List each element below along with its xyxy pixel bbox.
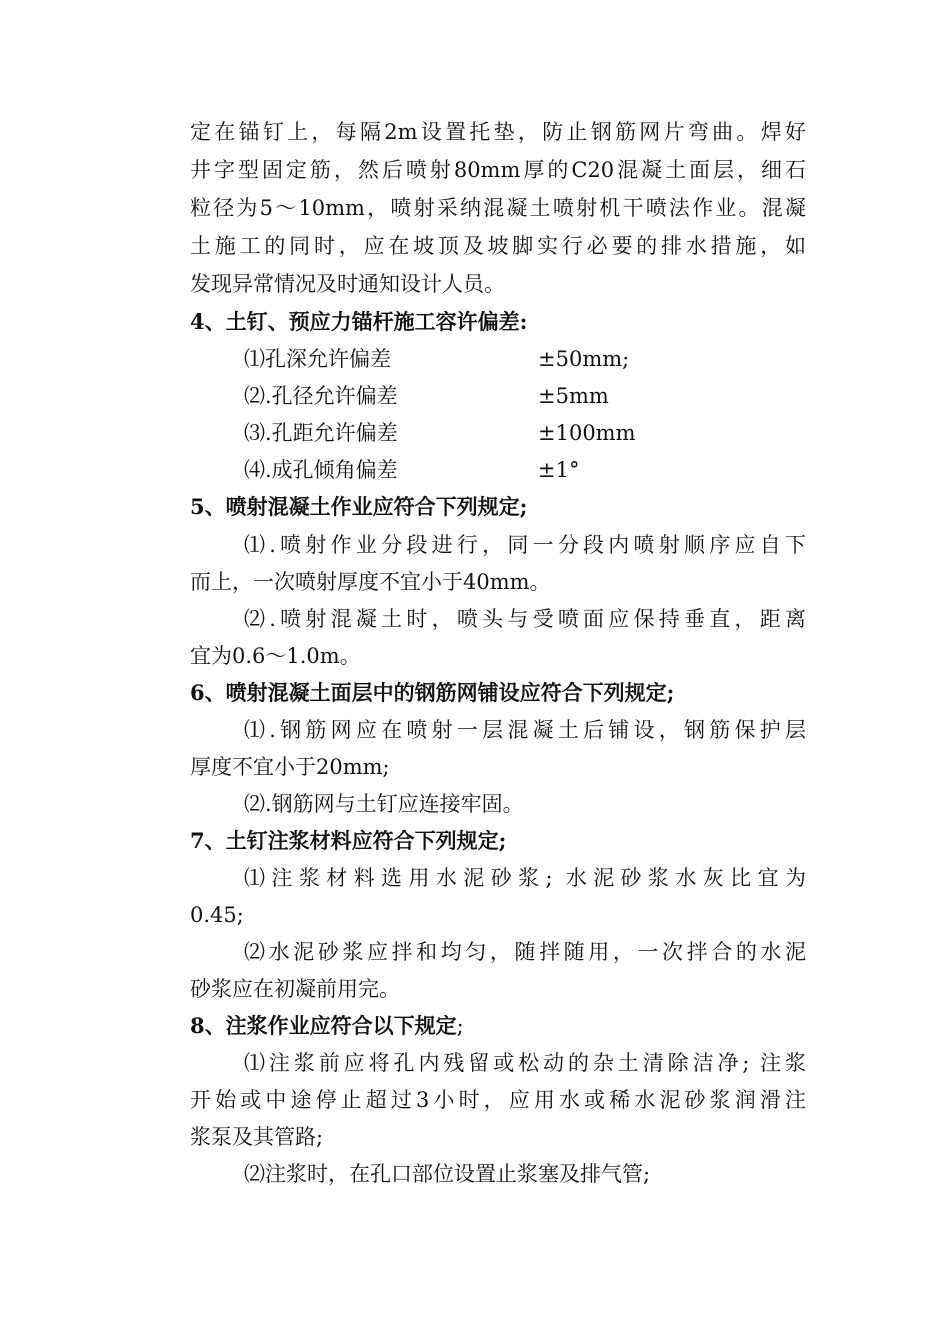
tolerance-value: ±100mm	[538, 421, 636, 445]
body-text-line: 发现异常情况及时通知设计人员。	[190, 272, 505, 296]
tolerance-label: ⑷.成孔倾角偏差	[244, 458, 398, 482]
body-text-line: ⑵注浆时，在孔口部位设置止浆塞及排气管;	[244, 1162, 651, 1186]
section-heading	[190, 1008, 806, 1044]
body-text-line: 井字型固定筋，然后喷射80mm厚的C20混凝土面层，细石	[190, 158, 806, 182]
body-text-line: 开始或中途停止超过3小时，应用水或稀水泥砂浆润滑注	[190, 1088, 806, 1112]
tolerance-value: ±1°	[538, 458, 580, 482]
section-heading: 4、土钉、预应力锚杆施工容许偏差:	[190, 309, 528, 334]
tolerance-value: ±50mm;	[538, 347, 630, 371]
body-text-line: 浆泵及其管路;	[190, 1125, 324, 1149]
body-text-line: ⑵.喷射混凝土时，喷头与受喷面应保持垂直，距离	[244, 607, 806, 631]
body-text-line: 0.45;	[190, 903, 244, 927]
tolerance-label: ⑵.孔径允许偏差	[244, 384, 398, 408]
section-heading-suffix: ;	[456, 1014, 464, 1038]
body-text-line: ⑴.喷射作业分段进行，同一分段内喷射顺序应自下	[244, 533, 806, 557]
body-text-line: ⑴注浆材料选用水泥砂浆; 水泥砂浆水灰比宜为	[244, 866, 806, 890]
section-heading: 6、喷射混凝土面层中的钢筋网铺设应符合下列规定;	[190, 680, 675, 705]
section-heading-text: 8、注浆作业应符合以下规定	[190, 1013, 457, 1038]
body-text-line: 粒径为5～10mm，喷射采纳混凝土喷射机干喷法作业。混凝	[190, 196, 806, 220]
section-heading: 7、土钉注浆材料应符合下列规定;	[190, 828, 507, 853]
section-heading: 5、喷射混凝土作业应符合下列规定;	[190, 494, 528, 519]
body-text-line: 厚度不宜小于20mm;	[190, 755, 390, 779]
tolerance-label: ⑶.孔距允许偏差	[244, 421, 398, 445]
body-text-line: 土施工的同时，应在坡顶及坡脚实行必要的排水措施，如	[190, 234, 806, 258]
body-text-line: 定在锚钉上，每隔2m设置托垫，防止钢筋网片弯曲。焊好	[190, 120, 806, 144]
tolerance-label: ⑴孔深允许偏差	[244, 347, 391, 371]
body-text-line: ⑴.钢筋网应在喷射一层混凝土后铺设，钢筋保护层	[244, 718, 806, 742]
body-text-line: 砂浆应在初凝前用完。	[190, 977, 400, 1001]
body-text-line: 而上，一次喷射厚度不宜小于40mm。	[190, 570, 551, 594]
tolerance-value: ±5mm	[538, 384, 609, 408]
body-text-line: ⑵.钢筋网与土钉应连接牢固。	[244, 792, 524, 816]
body-text-line: ⑵水泥砂浆应拌和均匀，随拌随用，一次拌合的水泥	[244, 940, 806, 964]
body-text-line: ⑴注浆前应将孔内残留或松动的杂土清除洁净; 注浆	[244, 1051, 806, 1075]
body-text-line: 宜为0.6～1.0m。	[190, 644, 361, 668]
